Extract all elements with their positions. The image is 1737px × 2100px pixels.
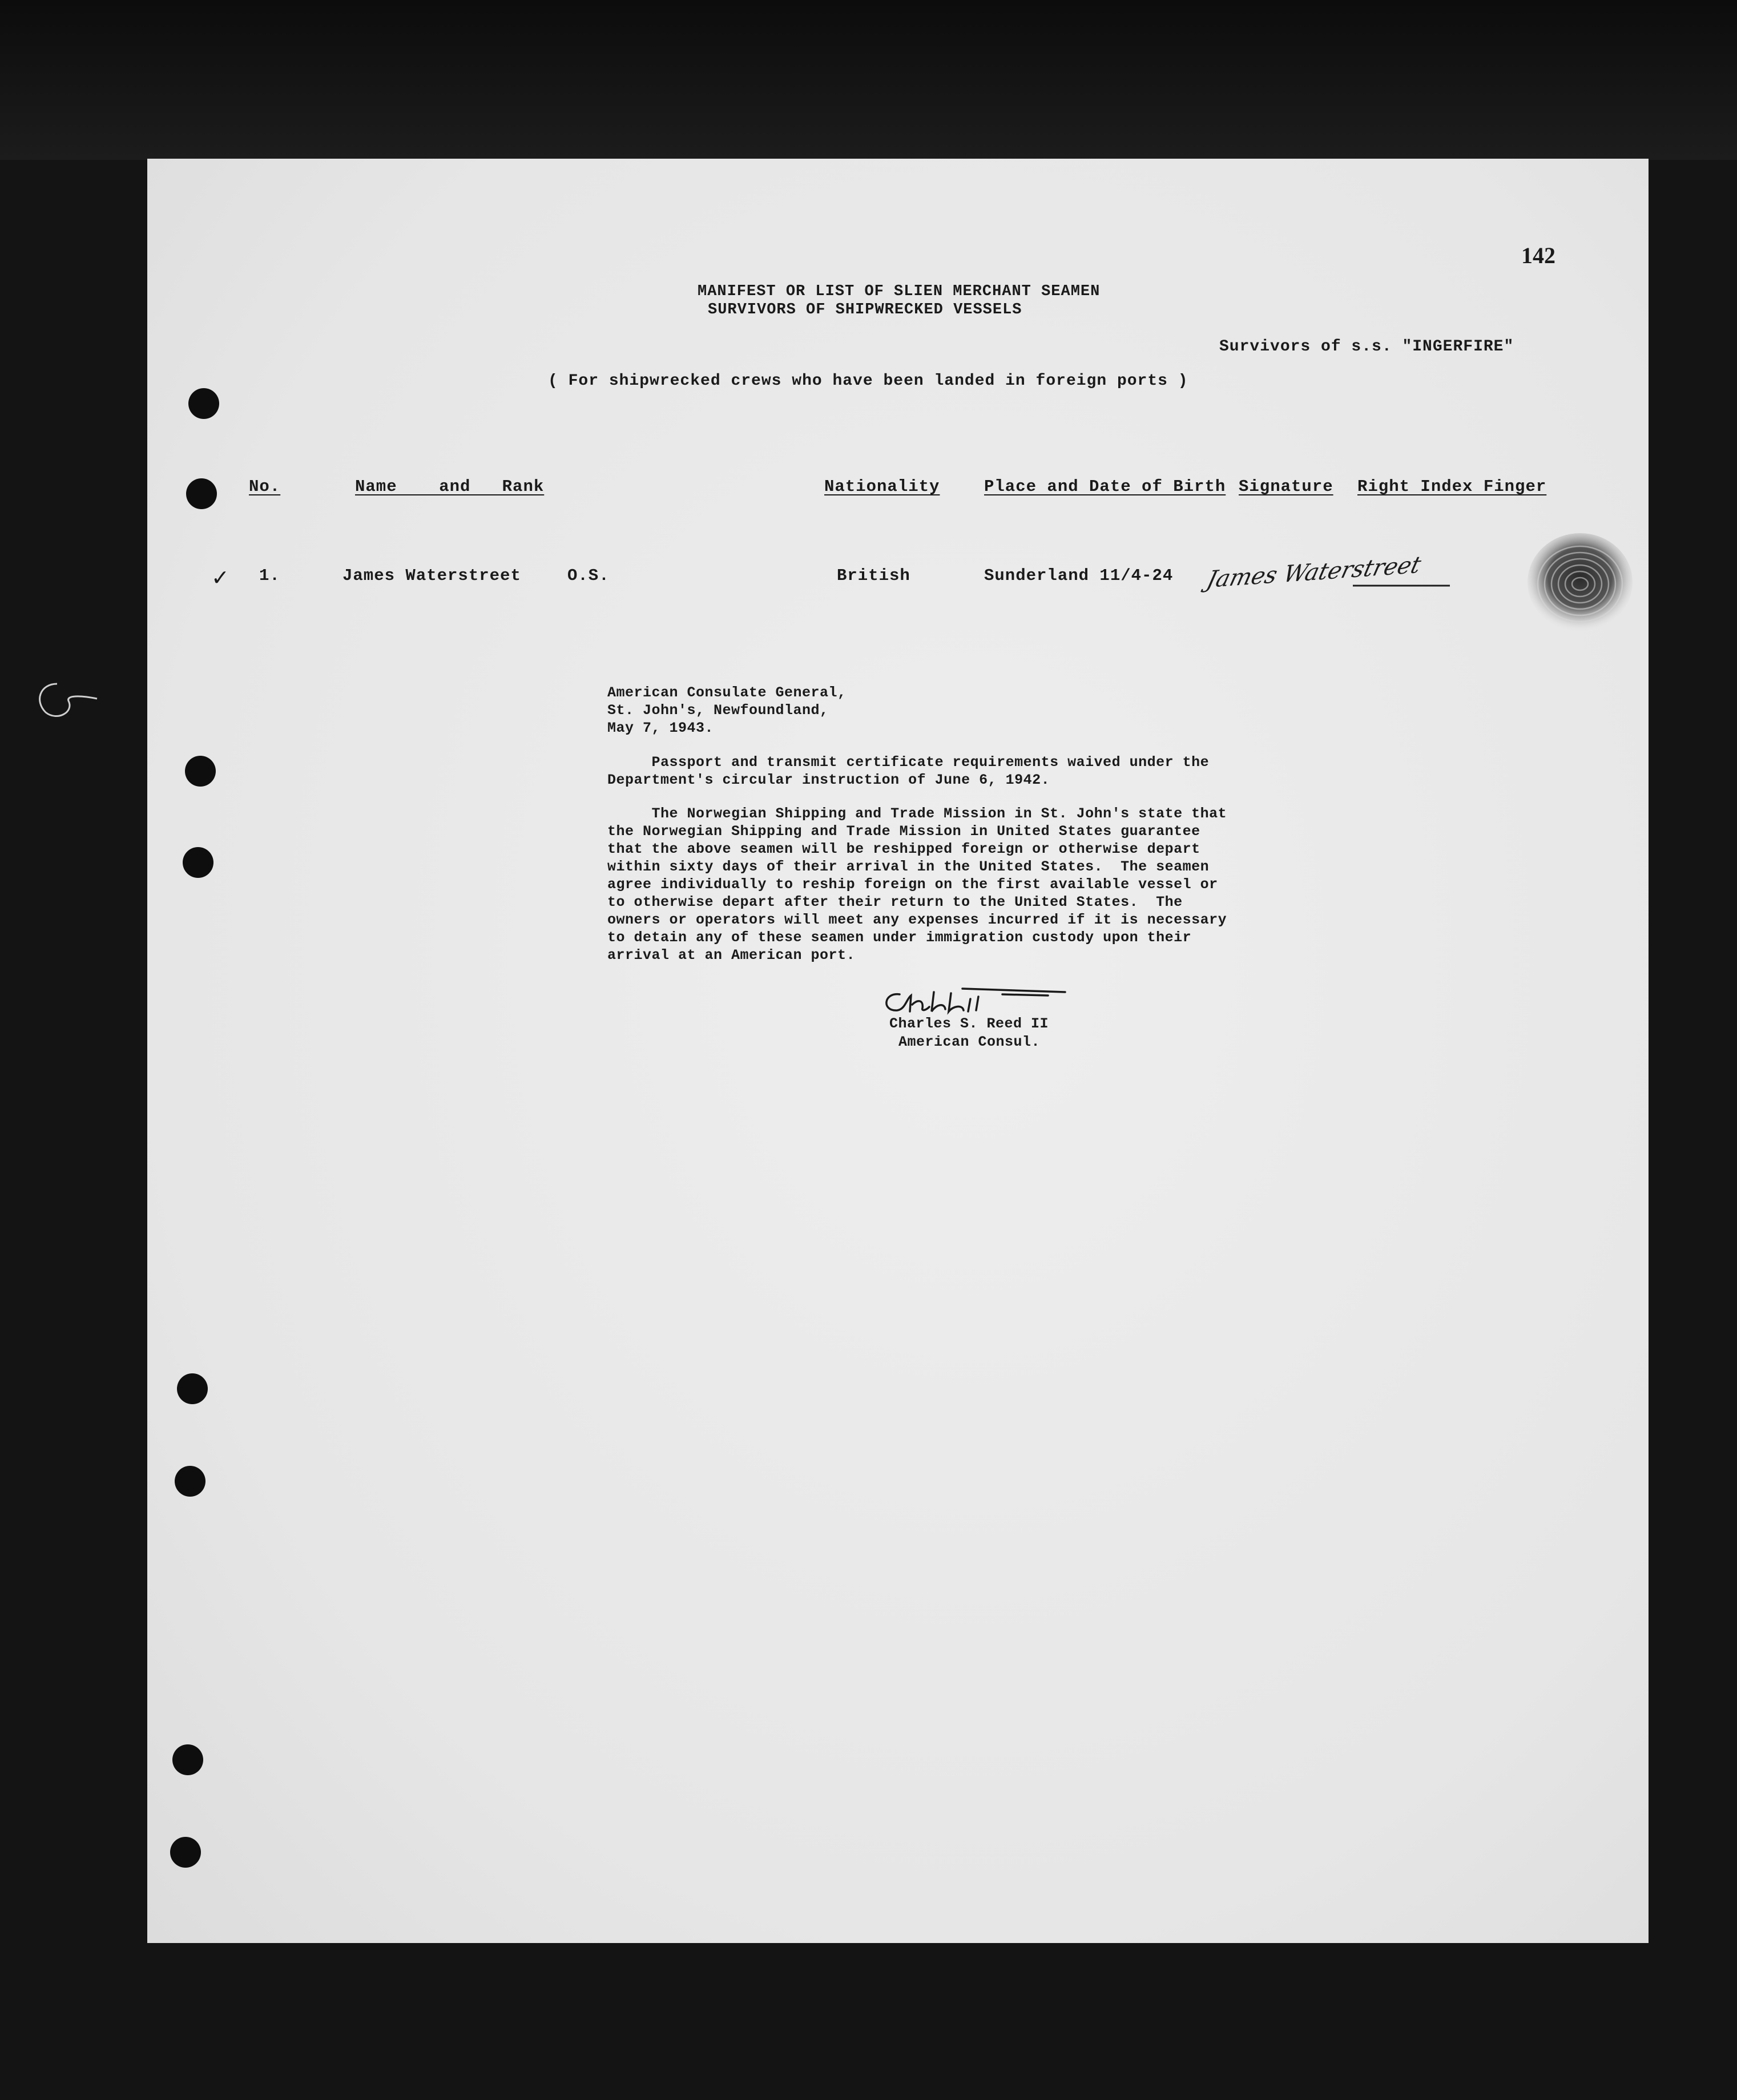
punch-hole (172, 1744, 203, 1775)
document-title-line1: MANIFEST OR LIST OF SLIEN MERCHANT SEAMEN (698, 283, 1101, 300)
fingerprint-icon (1523, 530, 1637, 638)
guarantee-paragraph: The Norwegian Shipping and Trade Mission in St. John's state that the Norwegian Shipping and Trade Mission in United States guarantee that the above seamen will be reshipped foreign or otherwise depart within sixty days of their arrival in the United States. The seamen agree individually to reship foreign on the first available vessel or to otherwise depart after their return to the United States. The owners or operators will meet any expenses incurred if it is necessary to detain any of these seamen under immigration custody upon their arrival at an American port. (607, 805, 1227, 964)
consulate-date: May 7, 1943. (607, 720, 714, 736)
consulate-address-line2: St. John's, Newfoundland, (607, 702, 829, 719)
col-header-name-rank: Name and Rank (355, 477, 545, 496)
seaman-signature-text: James Waterstreet (1204, 551, 1424, 594)
row-check-mark: ✓ (211, 565, 230, 590)
row-rank: O.S. (567, 566, 610, 585)
punch-hole (186, 478, 217, 509)
page-number: 142 (1521, 243, 1555, 268)
signatory-name: Charles S. Reed II (889, 1015, 1049, 1032)
signatory-title: American Consul. (898, 1034, 1041, 1050)
row-number: 1. (259, 566, 280, 585)
row-nationality: British (837, 566, 910, 585)
scan-border-top (0, 0, 1737, 160)
col-header-signature: Signature (1239, 477, 1333, 496)
col-header-no: No. (249, 477, 281, 496)
waiver-paragraph: Passport and transmit certificate requirements waived under the Department's circular instruction of June 6, 1942. (607, 754, 1210, 788)
col-header-place-date-birth: Place and Date of Birth (984, 477, 1226, 496)
punch-hole (177, 1373, 208, 1404)
paper-texture (147, 159, 1649, 1943)
document-note: ( For shipwrecked crews who have been landed in foreign ports ) (548, 372, 1188, 390)
row-place-date-birth: Sunderland 11/4-24 (984, 566, 1174, 585)
punch-hole (185, 756, 216, 787)
scan-artifact (23, 678, 108, 729)
seaman-signature (1204, 551, 1461, 610)
document-title-line2: SURVIVORS OF SHIPWRECKED VESSELS (708, 301, 1022, 319)
col-header-nationality: Nationality (824, 477, 940, 496)
consulate-address-line1: American Consulate General, (607, 684, 847, 701)
vessel-name: Survivors of s.s. "INGERFIRE" (1219, 338, 1514, 356)
col-header-right-index-finger: Right Index Finger (1357, 477, 1547, 496)
punch-hole (188, 388, 219, 419)
punch-hole (175, 1466, 205, 1497)
row-name: James Waterstreet (342, 566, 521, 585)
manifest-page (147, 159, 1649, 1943)
punch-hole (183, 847, 213, 878)
punch-hole (170, 1837, 201, 1868)
